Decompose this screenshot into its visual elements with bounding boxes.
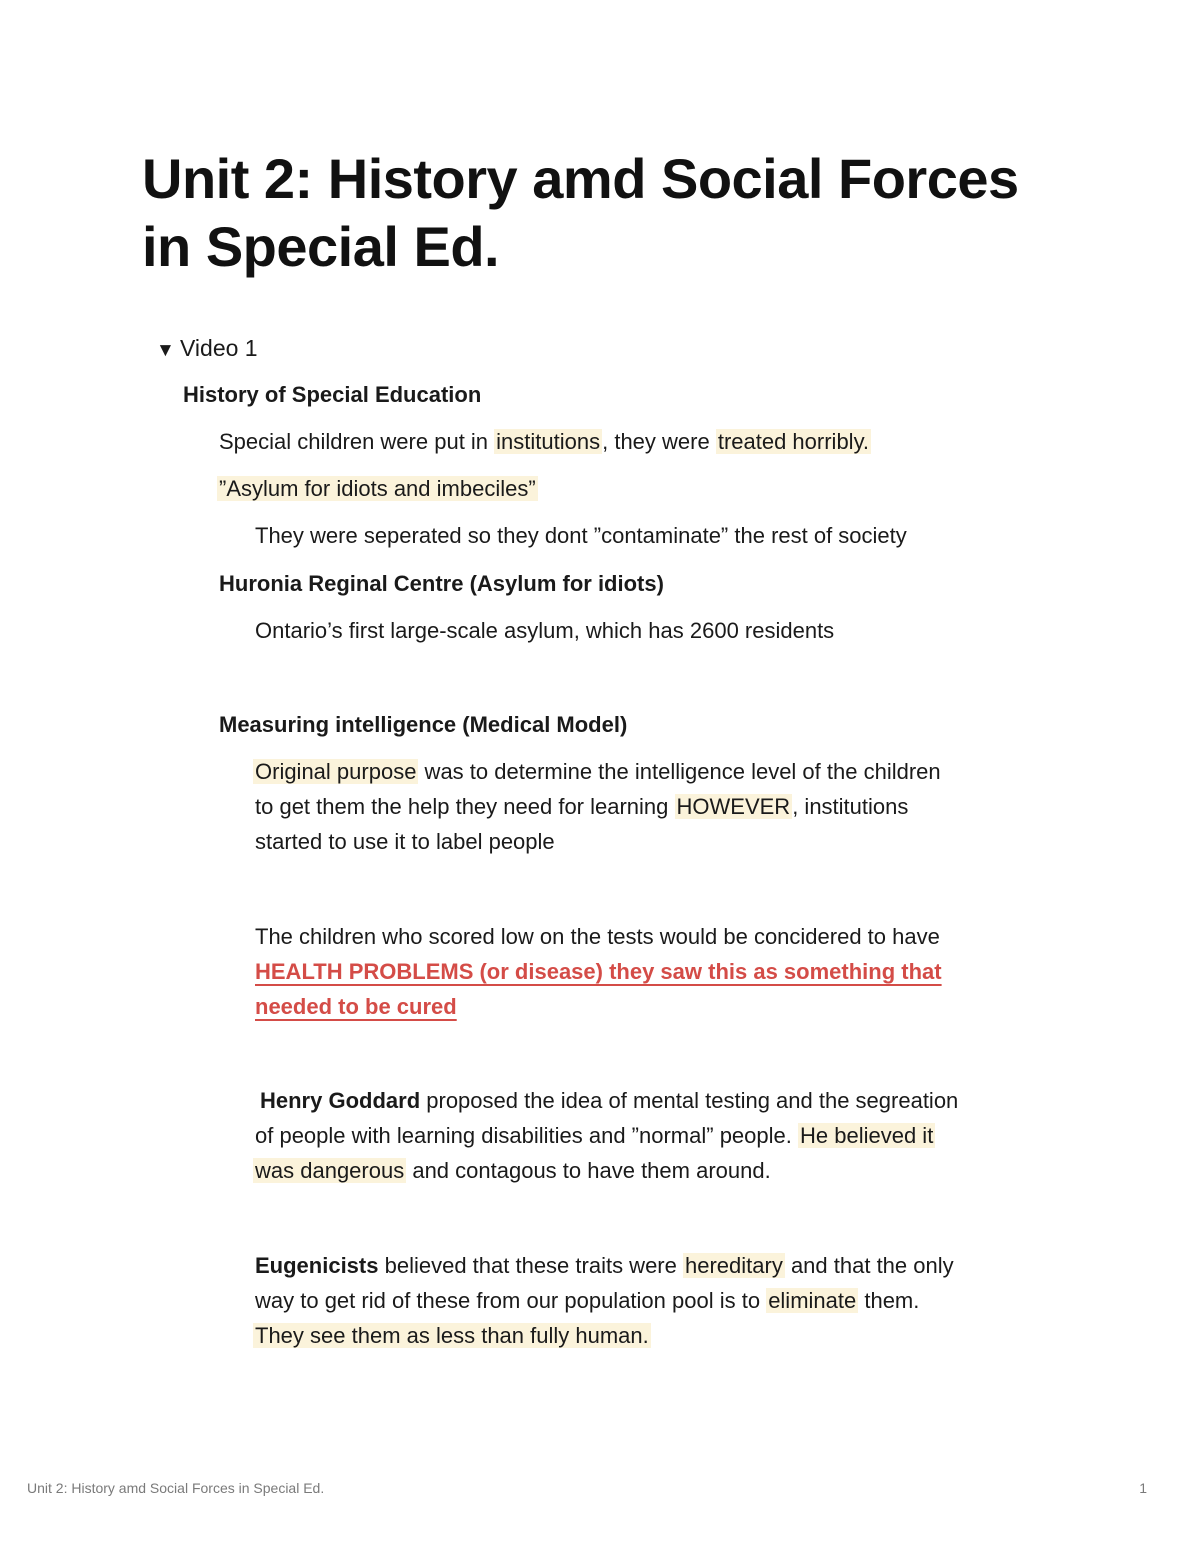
footer-title: Unit 2: History amd Social Forces in Special Ed. bbox=[27, 1480, 325, 1496]
text: Special children were put in bbox=[219, 429, 495, 454]
text: proposed the idea of mental testing and the segreation bbox=[420, 1088, 959, 1113]
paragraph-goddard-1 bbox=[260, 1083, 958, 1118]
text: to get them the help they need for learning bbox=[255, 794, 675, 819]
highlight-eliminate: eliminate bbox=[768, 1288, 857, 1313]
highlight-asylum-quote: ”Asylum for idiots and imbeciles” bbox=[219, 476, 536, 501]
text: of people with learning disabilities and ”normal” people. bbox=[255, 1123, 798, 1148]
highlight-hereditary: hereditary bbox=[684, 1253, 783, 1278]
highlight-institutions: institutions bbox=[496, 429, 601, 454]
paragraph-goddard-3 bbox=[253, 1153, 771, 1188]
paragraph-ontario: Ontario’s first large-scale asylum, which has 2600 residents bbox=[255, 618, 835, 643]
highlight-original-purpose: Original purpose bbox=[255, 759, 417, 784]
highlight-dangerous: was dangerous bbox=[255, 1158, 405, 1183]
paragraph-eugenicists-2 bbox=[255, 1283, 919, 1318]
paragraph-health-problems-1 bbox=[255, 954, 942, 989]
text: and that the only bbox=[784, 1253, 954, 1278]
name-eugenicists: Eugenicists bbox=[255, 1253, 379, 1278]
text: , institutions bbox=[792, 794, 909, 819]
text: them. bbox=[858, 1288, 920, 1313]
toggle-label: Video 1 bbox=[180, 335, 258, 361]
highlight-however: HOWEVER bbox=[676, 794, 791, 819]
name-henry-goddard: Henry Goddard bbox=[260, 1088, 421, 1113]
paragraph-original-purpose-2 bbox=[255, 789, 908, 824]
text: and contagous to have them around. bbox=[406, 1158, 771, 1183]
footer-page-number: 1 bbox=[1139, 1480, 1147, 1496]
paragraph-eugenicists-3 bbox=[253, 1318, 651, 1353]
text: way to get rid of these from our population pool is to bbox=[255, 1288, 767, 1313]
paragraph-original-purpose-1 bbox=[253, 754, 941, 789]
heading-history: History of Special Education bbox=[183, 382, 482, 407]
page-title: Unit 2: History amd Social Forces in Special Ed. bbox=[142, 147, 1019, 278]
text: was to determine the intelligence level of the children bbox=[418, 759, 941, 784]
triangle-down-icon[interactable]: ▼ bbox=[156, 340, 175, 361]
highlight-treated-horribly: treated horribly. bbox=[717, 429, 870, 454]
paragraph-health-problems-2 bbox=[255, 989, 457, 1024]
paragraph-goddard-2 bbox=[255, 1118, 935, 1153]
highlight-believed: He believed it bbox=[800, 1123, 934, 1148]
text: believed that these traits were bbox=[378, 1253, 683, 1278]
toggle-video-1[interactable] bbox=[156, 333, 258, 366]
paragraph-institutions bbox=[219, 424, 871, 459]
paragraph-asylum-quote bbox=[217, 471, 538, 506]
heading-measuring: Measuring intelligence (Medical Model) bbox=[219, 712, 628, 737]
text: , they were bbox=[602, 429, 716, 454]
highlight-less-than-human: They see them as less than fully human. bbox=[255, 1323, 649, 1348]
paragraph-original-purpose-3: started to use it to label people bbox=[255, 829, 555, 854]
red-emphasis: needed to be cured bbox=[255, 994, 457, 1019]
red-emphasis: HEALTH PROBLEMS (or disease) they saw this as something that bbox=[255, 959, 942, 984]
paragraph-scored-low: The children who scored low on the tests would be concidered to have bbox=[255, 924, 940, 949]
heading-huronia: Huronia Reginal Centre (Asylum for idiots) bbox=[219, 571, 664, 596]
paragraph-seperated: They were seperated so they dont ”contaminate” the rest of society bbox=[255, 523, 907, 548]
paragraph-eugenicists-1 bbox=[255, 1248, 954, 1283]
